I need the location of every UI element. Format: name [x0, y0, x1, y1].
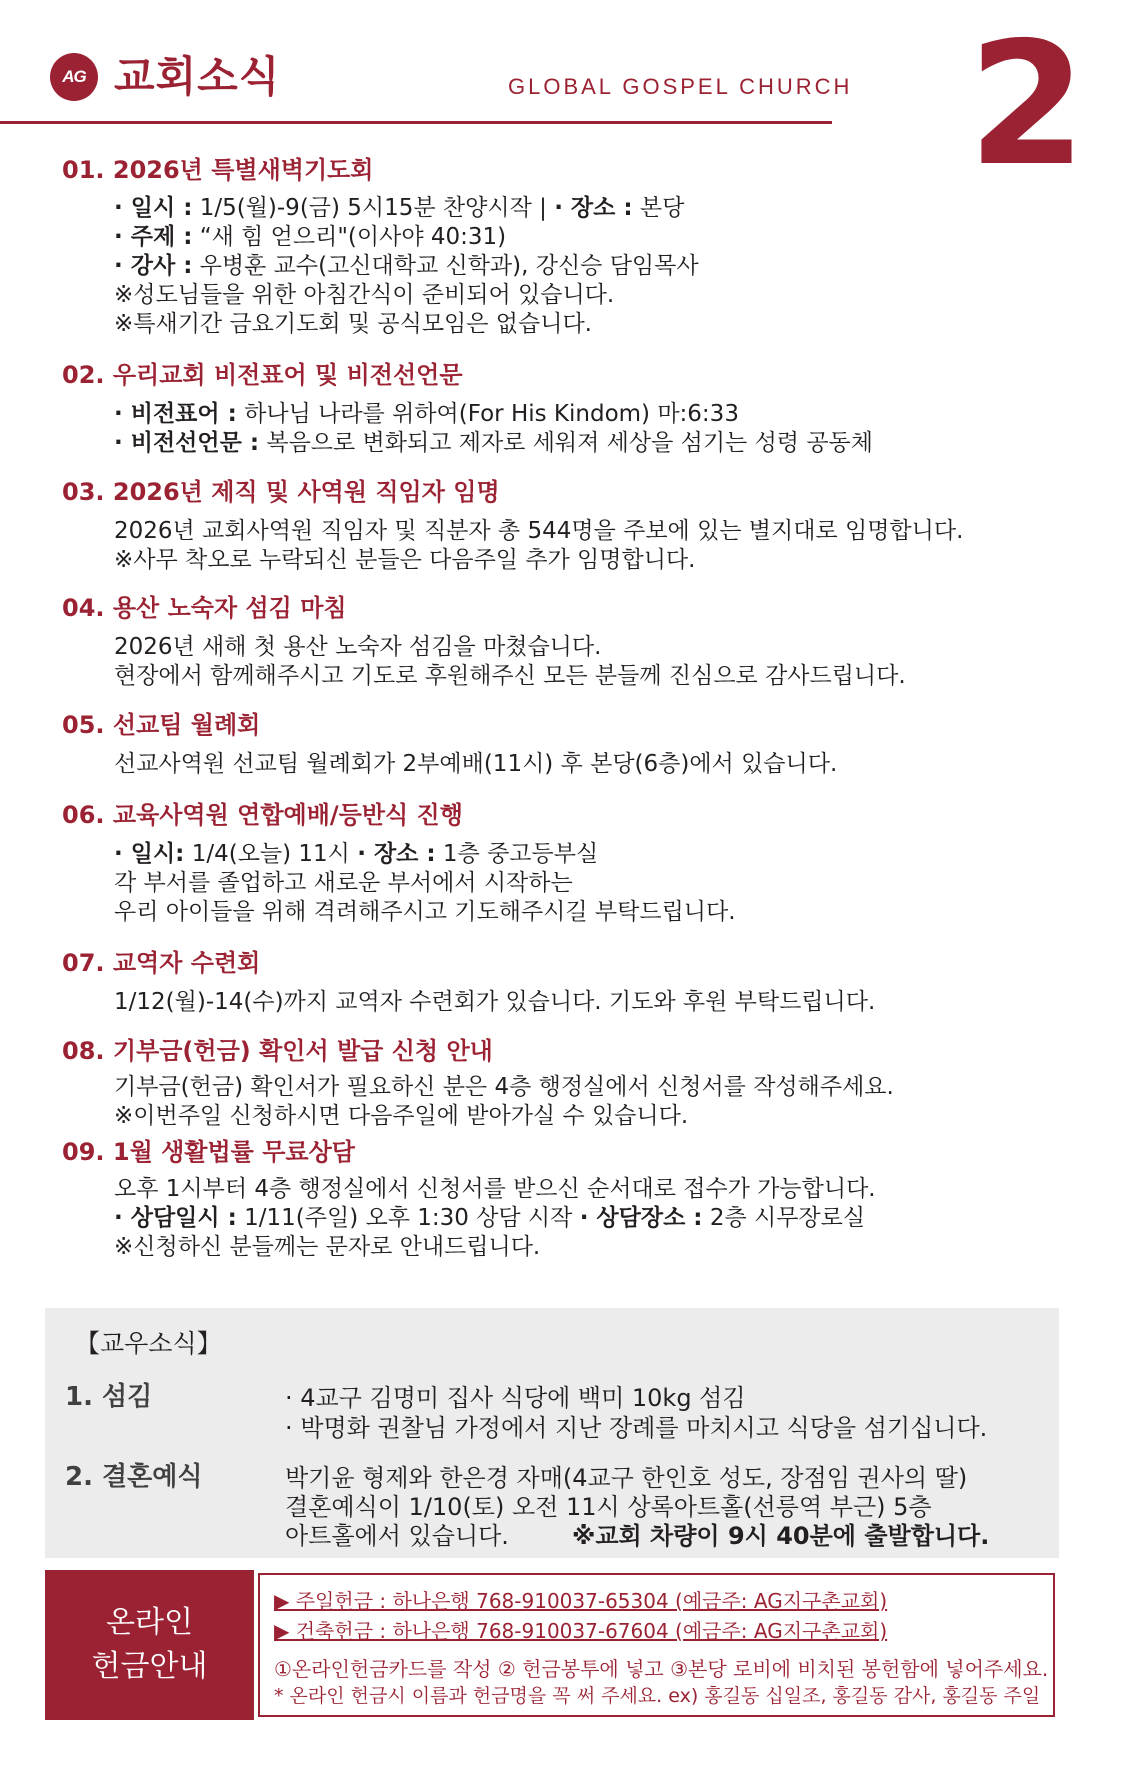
offering-note: * 온라인 헌금시 이름과 헌금명을 꼭 써 주세요. ex) 홍길동 십일조, 홍길동 감사, 홍길동 주일	[274, 1685, 1041, 1707]
notice-line: ※성도님들을 위한 아침간식이 준비되어 있습니다.	[114, 282, 615, 308]
notice-line: 1/12(월)-14(수)까지 교역자 수련회가 있습니다. 기도와 후원 부탁드립니다.	[114, 989, 876, 1015]
member-news-label: 2. 결혼예식	[65, 1462, 203, 1492]
line-text: “새 힘 얻으리"(이사야 40:31)	[192, 224, 507, 250]
line-label: · 장소 :	[554, 195, 633, 221]
offering-steps: ①온라인헌금카드를 작성 ② 헌금봉투에 넣고 ③본당 로비에 비치된 봉헌함에 넣어주세요.	[274, 1657, 1049, 1681]
account-link[interactable]: ▶ 건축헌금 : 하나은행 768-910037-67604 (예금주: AG지구촌교회)	[274, 1619, 888, 1643]
line-text: 1/4(오늘) 11시	[184, 841, 358, 867]
notice-title: 07. 교역자 수련회	[62, 949, 261, 977]
notice-line: ※사무 착오로 누락되신 분들은 다음주일 추가 임명합니다.	[114, 547, 696, 573]
notice-line: 선교사역원 선교팀 월례회가 2부예배(11시) 후 본당(6층)에서 있습니다.	[114, 751, 838, 777]
notice-title: 08. 기부금(헌금) 확인서 발급 신청 안내	[62, 1037, 493, 1065]
page-title: 교회소식	[114, 52, 281, 101]
line-text: 복음으로 변화되고 제자로 세워져 세상을 섬기는 성령 공동체	[259, 430, 873, 456]
line-text: 본당	[632, 195, 685, 221]
notice-title: 01. 2026년 특별새벽기도회	[62, 156, 374, 184]
online-offering-panel	[45, 1570, 1059, 1720]
page-number: 2	[968, 6, 1087, 204]
notice-title: 03. 2026년 제직 및 사역원 직임자 임명	[62, 478, 500, 506]
line-label: · 비전표어 :	[114, 401, 237, 427]
notice-line: 2026년 교회사역원 직임자 및 직분자 총 544명을 주보에 있는 별지대로 임명합니다.	[114, 518, 964, 544]
notice-line: 현장에서 함께해주시고 기도로 후원해주신 모든 분들께 진심으로 감사드립니다.	[114, 663, 906, 689]
notice-line: ※특새기간 금요기도회 및 공식모임은 없습니다.	[114, 311, 592, 337]
notice-line: 각 부서를 졸업하고 새로운 부서에서 시작하는	[114, 870, 573, 896]
notice-line: 오후 1시부터 4층 행정실에서 신청서를 받으신 순서대로 접수가 가능합니다.	[114, 1176, 876, 1202]
line-text: 1/11(주일) 오후 1:30 상담 시작	[236, 1205, 580, 1231]
bus-departure-note: ※교회 차량이 9시 40분에 출발합니다.	[572, 1522, 990, 1550]
online-offering-label	[45, 1570, 254, 1720]
line-label: · 일시:	[114, 841, 185, 867]
line-text: 2층 시무장로실	[702, 1205, 866, 1231]
member-news-line: 박기윤 형제와 한은경 자매(4교구 한인호 성도, 장점임 권사의 딸)	[285, 1464, 968, 1492]
notice-line: 우리 아이들을 위해 격려해주시고 기도해주시길 부탁드립니다.	[114, 899, 736, 925]
line-text: 우병훈 교수(고신대학교 신학과), 강신승 담임목사	[192, 253, 699, 279]
line-text: 1/5(월)-9(금) 5시15분 찬양시작 |	[192, 195, 555, 221]
account-link[interactable]: ▶ 주일헌금 : 하나은행 768-910037-65304 (예금주: AG지구촌교회)	[274, 1589, 888, 1613]
offering-details	[258, 1573, 1055, 1717]
line-label: · 상담장소 :	[579, 1205, 703, 1231]
label-line: 헌금안내	[91, 1649, 208, 1684]
member-news-label: 1. 섬김	[65, 1382, 153, 1412]
member-news-box	[45, 1308, 1059, 1558]
line-label: · 비전선언문 :	[114, 430, 260, 456]
member-news-line: 아트홀에서 있습니다.	[285, 1522, 509, 1550]
notice-title: 05. 선교팀 월례회	[62, 711, 261, 739]
church-name: GLOBAL GOSPEL CHURCH	[508, 74, 853, 99]
notice-title: 02. 우리교회 비전표어 및 비전선언문	[62, 361, 463, 389]
notice-title: 06. 교육사역원 연합예배/등반식 진행	[62, 801, 463, 829]
member-news-line: 결혼예식이 1/10(토) 오전 11시 상록아트홀(선릉역 부근) 5층	[285, 1493, 932, 1521]
line-label: · 상담일시 :	[114, 1205, 237, 1231]
church-logo-icon: AG	[50, 53, 98, 101]
notice-line: 기부금(헌금) 확인서가 필요하신 분은 4층 행정실에서 신청서를 작성해주세요.	[114, 1074, 894, 1100]
header-divider	[0, 121, 832, 124]
line-text: 하나님 나라를 위하여(For His Kindom) 마:6:33	[236, 401, 739, 427]
line-label: · 주제 :	[114, 224, 193, 250]
line-text: 1층 중고등부실	[435, 841, 599, 867]
line-label: · 일시 :	[114, 195, 193, 221]
notice-title: 04. 용산 노숙자 섬김 마침	[62, 594, 347, 622]
line-label: · 강사 :	[114, 253, 193, 279]
label-line: 온라인	[106, 1605, 193, 1640]
notice-title: 09. 1월 생활법률 무료상담	[62, 1138, 355, 1166]
notice-line: ※이번주일 신청하시면 다음주일에 받아가실 수 있습니다.	[114, 1103, 689, 1129]
member-news-line: · 4교구 김명미 집사 식당에 백미 10kg 섬김	[285, 1384, 746, 1412]
notice-line	[114, 424, 873, 457]
notice-line: ※신청하신 분들께는 문자로 안내드립니다.	[114, 1234, 541, 1260]
member-news-title: 【교우소식】	[75, 1329, 222, 1358]
line-label: · 장소 :	[357, 841, 436, 867]
notice-line: 2026년 새해 첫 용산 노숙자 섬김을 마쳤습니다.	[114, 634, 602, 660]
member-news-line: · 박명화 권찰님 가정에서 지난 장례를 마치시고 식당을 섬기십니다.	[285, 1414, 988, 1442]
